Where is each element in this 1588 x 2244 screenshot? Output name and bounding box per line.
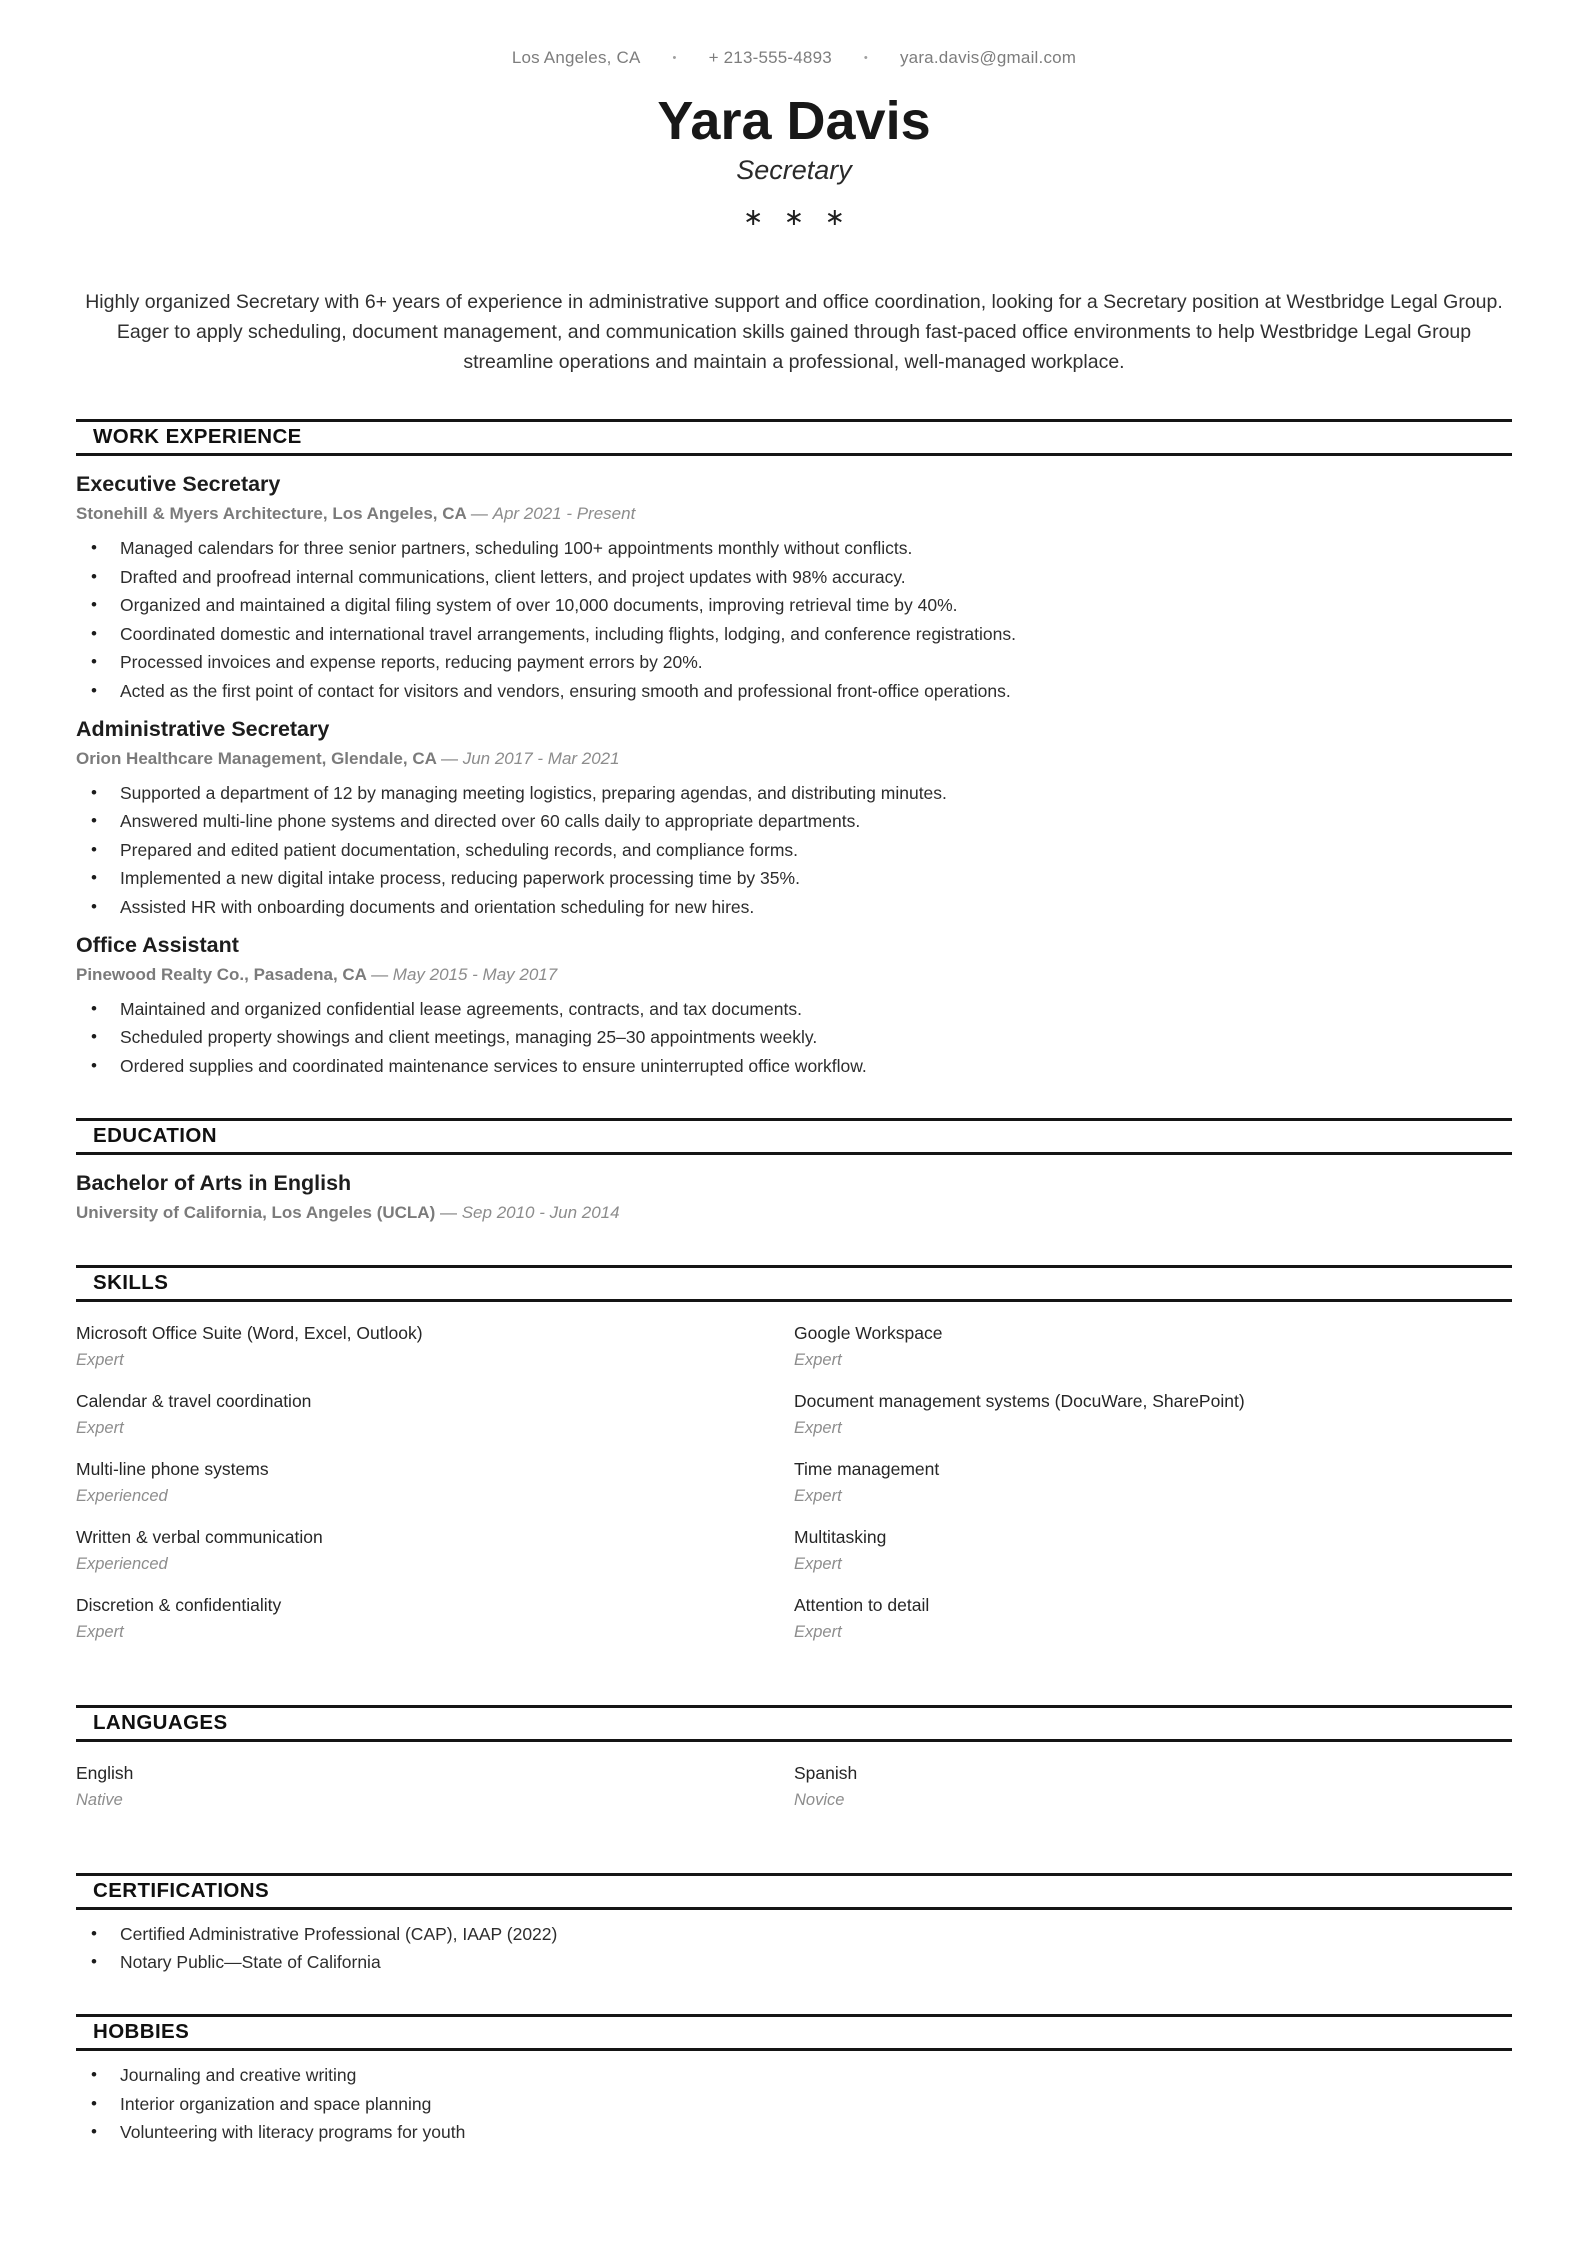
certification-item: • Notary Public—State of California	[76, 1952, 1512, 1972]
job-bullet-list	[76, 783, 1512, 917]
language-level: Native	[76, 1790, 123, 1809]
skill-name: Time management	[794, 1458, 940, 1479]
hobby-item: • Interior organization and space planning	[76, 2094, 1512, 2114]
job-company: Stonehill & Myers Architecture, Los Angeles, CA	[76, 504, 467, 524]
skill-name: Attention to detail	[794, 1594, 930, 1615]
job-entry	[76, 717, 1512, 917]
skill-name: Discretion & confidentiality	[76, 1594, 282, 1615]
contact-separator-dot: •	[672, 51, 677, 64]
job-bullet-list	[76, 999, 1512, 1076]
job-bullet: • Prepared and edited patient documentation, scheduling records, and compliance forms.	[76, 840, 1512, 860]
job-bullet: • Organized and maintained a digital filing system of over 10,000 documents, improving retrieval time by 40%.	[76, 595, 1512, 615]
skill-level: Expert	[794, 1486, 842, 1505]
section-work-experience	[76, 419, 1512, 1076]
skill-name: Microsoft Office Suite (Word, Excel, Outlook)	[76, 1322, 423, 1343]
skill-item	[76, 1459, 794, 1506]
education-school: University of California, Los Angeles (UCLA)	[76, 1202, 436, 1222]
job-bullet: • Supported a department of 12 by managing meeting logistics, preparing agendas, and distributing minutes.	[76, 783, 1512, 803]
section-certifications	[76, 1873, 1512, 1973]
dash-separator: —	[439, 1202, 457, 1222]
certifications-list	[76, 1924, 1512, 1973]
section-languages	[76, 1705, 1512, 1831]
job-dates: Apr 2021 - Present	[492, 504, 636, 524]
contact-row	[76, 48, 1512, 68]
education-section-title: EDUCATION	[76, 1118, 1512, 1155]
languages-section-title: LANGUAGES	[76, 1705, 1512, 1742]
skill-level: Experienced	[76, 1554, 168, 1573]
job-bullet-list	[76, 538, 1512, 701]
skill-name: Written & verbal communication	[76, 1526, 323, 1547]
job-bullet: • Maintained and organized confidential lease agreements, contracts, and tax documents.	[76, 999, 1512, 1019]
job-bullet: • Managed calendars for three senior partners, scheduling 100+ appointments monthly without conflicts.	[76, 538, 1512, 558]
job-bullet: • Scheduled property showings and client meetings, managing 25–30 appointments weekly.	[76, 1027, 1512, 1047]
skill-level: Experienced	[76, 1486, 168, 1505]
contact-separator-dot: •	[863, 51, 868, 64]
section-education	[76, 1118, 1512, 1223]
skill-item	[794, 1459, 1512, 1506]
skill-level: Expert	[76, 1622, 124, 1641]
hobby-item: • Volunteering with literacy programs for youth	[76, 2122, 1512, 2142]
job-bullet: • Acted as the first point of contact for visitors and vendors, ensuring smooth and professional front-office operations.	[76, 681, 1512, 701]
summary-paragraph: Highly organized Secretary with 6+ years of experience in administrative support and office coordination, looking for a Secretary position at Westbridge Legal Group. Eager to apply scheduling, document management, and communication skills gained through fast-paced office environments to help Westbridge Legal Group streamline operations and maintain a professional, well-managed workplace.	[85, 291, 1503, 374]
job-entry	[76, 472, 1512, 701]
dash-separator: —	[371, 964, 389, 984]
contact-location: Los Angeles, CA	[511, 48, 641, 67]
language-item	[76, 1763, 794, 1810]
skill-item	[794, 1391, 1512, 1438]
job-bullet: • Answered multi-line phone systems and directed over 60 calls daily to appropriate departments.	[76, 811, 1512, 831]
job-bullet: • Assisted HR with onboarding documents and orientation scheduling for new hires.	[76, 897, 1512, 917]
job-bullet: • Ordered supplies and coordinated maintenance services to ensure uninterrupted office workflow.	[76, 1056, 1512, 1076]
section-hobbies	[76, 2014, 1512, 2142]
skill-name: Multi-line phone systems	[76, 1458, 269, 1479]
job-company: Orion Healthcare Management, Glendale, CA	[76, 748, 437, 768]
skill-name: Google Workspace	[794, 1322, 943, 1343]
ornament-asterisks: ∗ ∗ ∗	[743, 204, 845, 232]
job-dates: Jun 2017 - Mar 2021	[462, 748, 620, 768]
skills-grid	[76, 1323, 1512, 1663]
person-name: Yara Davis	[657, 91, 931, 151]
section-skills	[76, 1265, 1512, 1663]
skill-level: Expert	[76, 1418, 124, 1437]
hobbies-list	[76, 2065, 1512, 2142]
language-name: English	[76, 1762, 134, 1783]
contact-email: yara.davis@gmail.com	[899, 48, 1077, 67]
certification-item: • Certified Administrative Professional (CAP), IAAP (2022)	[76, 1924, 1512, 1944]
hobby-item: • Journaling and creative writing	[76, 2065, 1512, 2085]
person-job-title: Secretary	[736, 155, 852, 186]
language-level: Novice	[794, 1790, 845, 1809]
job-meta	[76, 749, 1512, 769]
education-meta	[76, 1203, 1512, 1223]
skill-item	[76, 1323, 794, 1370]
skill-item	[794, 1595, 1512, 1642]
dash-separator: —	[470, 504, 488, 524]
education-dates: Sep 2010 - Jun 2014	[461, 1202, 620, 1222]
work-section-title: WORK EXPERIENCE	[76, 419, 1512, 456]
language-name: Spanish	[794, 1762, 858, 1783]
skills-section-title: SKILLS	[76, 1265, 1512, 1302]
job-role: Executive Secretary	[76, 472, 281, 497]
certifications-section-title: CERTIFICATIONS	[76, 1873, 1512, 1910]
dash-separator: —	[440, 748, 458, 768]
languages-grid	[76, 1763, 1512, 1831]
job-bullet: • Drafted and proofread internal communications, client letters, and project updates with 98% accuracy.	[76, 567, 1512, 587]
skill-level: Expert	[794, 1418, 842, 1437]
job-meta	[76, 965, 1512, 985]
skill-item	[794, 1527, 1512, 1574]
skill-name: Document management systems (DocuWare, SharePoint)	[794, 1390, 1245, 1411]
contact-phone: + 213-555-4893	[708, 48, 832, 67]
education-degree: Bachelor of Arts in English	[76, 1170, 352, 1195]
skill-name: Multitasking	[794, 1526, 887, 1547]
job-bullet: • Coordinated domestic and international travel arrangements, including flights, lodging, and conference registrations.	[76, 624, 1512, 644]
job-company: Pinewood Realty Co., Pasadena, CA	[76, 964, 367, 984]
skill-level: Expert	[794, 1350, 842, 1369]
skill-name: Calendar & travel coordination	[76, 1390, 312, 1411]
skill-level: Expert	[76, 1350, 124, 1369]
language-item	[794, 1763, 1512, 1810]
skill-level: Expert	[794, 1622, 842, 1641]
skill-item	[76, 1527, 794, 1574]
job-meta	[76, 504, 1512, 524]
skill-item	[76, 1595, 794, 1642]
job-bullet: • Processed invoices and expense reports, reducing payment errors by 20%.	[76, 652, 1512, 672]
hobbies-section-title: HOBBIES	[76, 2014, 1512, 2051]
skill-level: Expert	[794, 1554, 842, 1573]
job-entry	[76, 933, 1512, 1076]
job-dates: May 2015 - May 2017	[392, 964, 558, 984]
job-role: Office Assistant	[76, 932, 239, 957]
job-bullet: • Implemented a new digital intake process, reducing paperwork processing time by 35%.	[76, 868, 1512, 888]
job-role: Administrative Secretary	[76, 716, 330, 741]
skill-item	[794, 1323, 1512, 1370]
skill-item	[76, 1391, 794, 1438]
